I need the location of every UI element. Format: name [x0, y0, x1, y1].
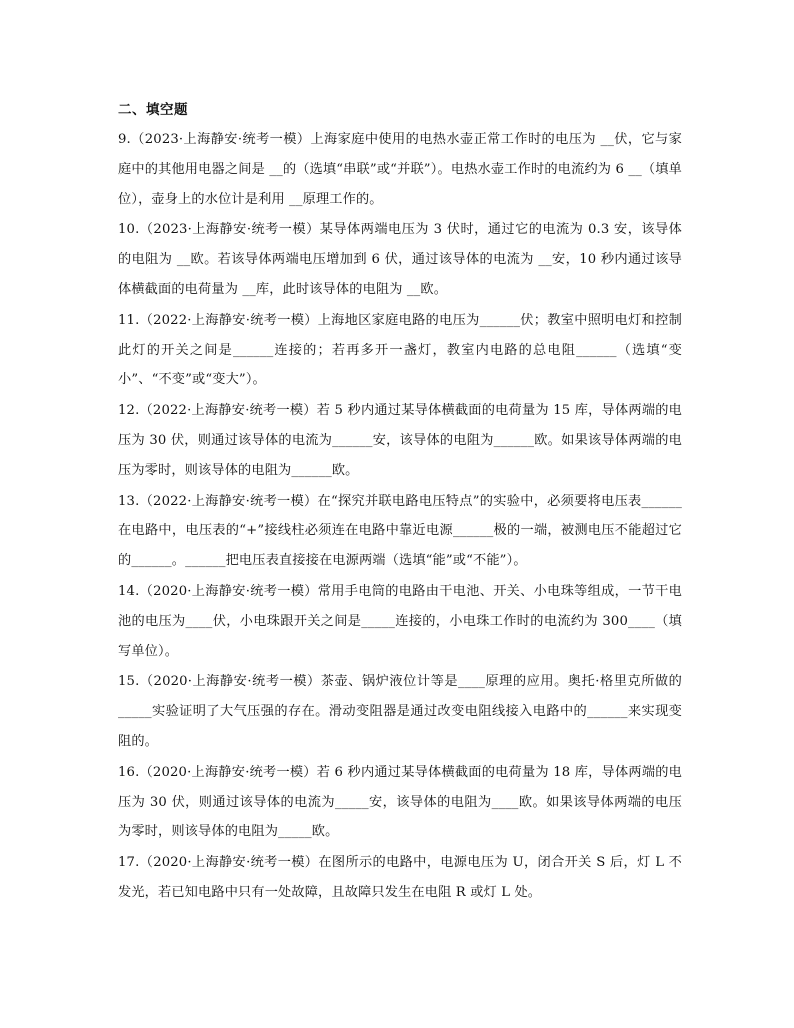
question-source: （2020·上海静安·统考一模） [139, 764, 317, 780]
question-number: 9. [118, 132, 131, 147]
question-11 [118, 306, 682, 395]
question-text: 常用手电筒的电路由干电池、开关、小电珠等组成，一节干电池的电压为____伏，小电珠跟开关之间是_____连接的，小电珠工作时的电流约为 300____（填写单位）。 [118, 583, 682, 659]
question-source: （2022·上海静安·统考一模） [139, 403, 317, 419]
question-9 [118, 125, 682, 214]
question-14 [118, 577, 682, 666]
worksheet-page [118, 98, 682, 909]
question-number: 13. [118, 493, 140, 509]
question-source: （2020·上海静安·统考一模） [139, 583, 318, 599]
question-12 [118, 396, 682, 485]
question-number: 10. [118, 222, 140, 238]
question-number: 12. [118, 403, 140, 419]
question-source: （2022·上海静安·统考一模） [139, 312, 318, 328]
question-source: （2020·上海静安·统考一模） [139, 855, 319, 871]
question-text: 茶壶、锅炉液位计等是____原理的应用。奥托·格里克所做的_____实验证明了大气压强的存在。滑动变阻器是通过改变电阻线接入电路中的______来实现变阻的。 [118, 674, 682, 749]
question-text: 在“探究并联电路电压特点”的实验中，必须要将电压表______在电路中，电压表的“+”接线柱必须连在电路中靠近电源______极的一端，被测电压不能超过它的______。______把电压表直接接在电源两端（选填“能”或“不能”）。 [118, 493, 682, 569]
question-source: （2020·上海静安·统考一模） [139, 674, 321, 690]
question-text: 上海家庭中使用的电热水壶正常工作时的电压为 __伏，它与家庭中的其他用电器之间是 __的（选填“串联”或“并联”）。电热水壶工作时的电流约为 6 __（填单位），壶身上的水位计是利用 __原理工作的。 [118, 132, 682, 207]
question-source: （2023·上海静安·统考一模） [130, 132, 311, 147]
question-15 [118, 667, 682, 756]
question-17 [118, 848, 682, 908]
question-number: 17. [118, 855, 140, 871]
question-16 [118, 758, 682, 847]
question-text: 在图所示的电路中，电源电压为 U，闭合开关 S 后，灯 L 不发光，若已知电路中只有一处故障，且故障只发生在电阻 R 或灯 L 处。 [118, 855, 682, 900]
section-title: 二、填空题 [118, 102, 188, 118]
question-source: （2023·上海静安·统考一模） [139, 222, 320, 238]
question-text: 上海地区家庭电路的电压为______伏；教室中照明电灯和控制此灯的开关之间是______连接的；若再多开一盏灯，教室内电路的总电阻______（选填“变小”、“不变”或“变大”）。 [118, 312, 682, 388]
question-number: 16. [118, 764, 140, 780]
question-13 [118, 487, 682, 576]
question-number: 14. [118, 583, 140, 599]
question-number: 15. [118, 674, 140, 690]
question-text: 某导体两端电压为 3 伏时，通过它的电流为 0.3 安，该导体的电阻为 __欧。若该导体两端电压增加到 6 伏，通过该导体的电流为 __安，10 秒内通过该导体横截面的电荷量为 __库，此时该导体的电阻为 __欧。 [118, 222, 682, 297]
question-10 [118, 215, 682, 304]
question-number: 11. [118, 312, 140, 328]
question-source: （2022·上海静安·统考一模） [139, 493, 318, 509]
question-text: 若 5 秒内通过某导体横截面的电荷量为 15 库，导体两端的电压为 30 伏，则通过该导体的电流为______安，该导体的电阻为______欧。如果该导体两端的电压为零时，则该导体的电阻为______欧。 [118, 403, 682, 478]
question-text: 若 6 秒内通过某导体横截面的电荷量为 18 库，导体两端的电压为 30 伏，则通过该导体的电流为_____安，该导体的电阻为____欧。如果该导体两端的电压为零时，则该导体的电阻为_____欧。 [118, 764, 682, 840]
